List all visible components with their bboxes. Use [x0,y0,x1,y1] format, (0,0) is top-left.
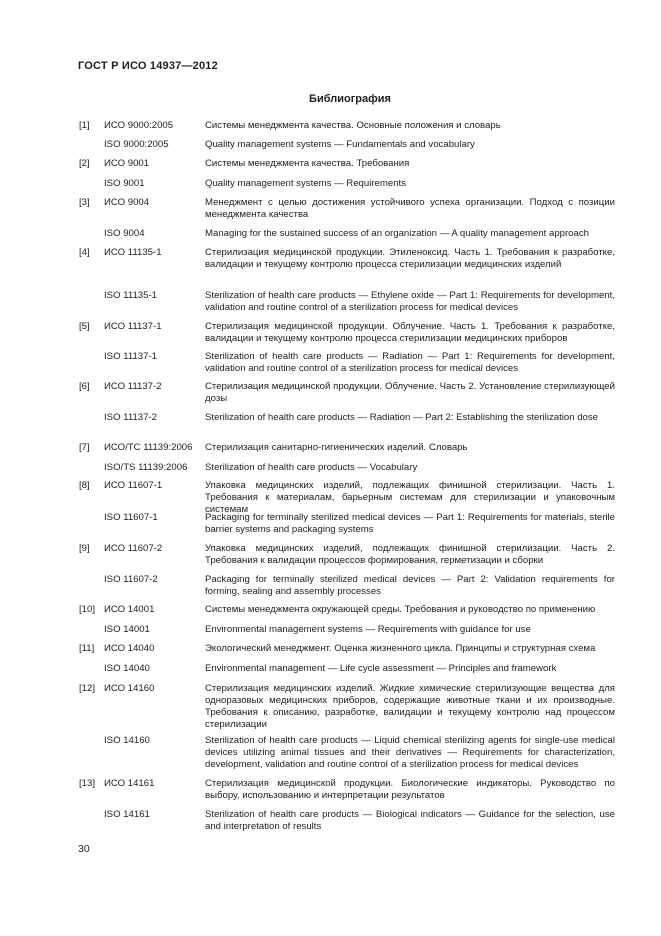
reference-title: Стерилизация медицинской продукции. Этиленоксид. Часть 1. Требования к разработке, валидации и текущему контролю процесса стерилизации медицинских изделий [205,247,615,270]
reference-number: [4] [79,247,90,258]
reference-number: [11] [79,643,95,654]
reference-title: Packaging for terminally sterilized medical devices — Part 2: Validation requirements for forming, sealing and assembly processes [205,574,615,597]
reference-title: Системы менеджмента качества. Требования [205,158,410,169]
reference-title: Packaging for terminally sterilized medical devices — Part 1: Requirements for materials, sterile barrier systems and packaging systems [205,512,615,535]
reference-title: Системы менеджмента окружающей среды. Требования и руководство по применению [205,604,596,615]
reference-title: Системы менеджмента качества. Основные положения и словарь [205,120,501,131]
reference-title: Sterilization of health care products — Biological indicators — Guidance for the selection, use and interpretation of results [205,809,615,832]
reference-title: Стерилизация медицинской продукции. Облучение. Часть 1. Требования к разработке, валидации и текущему контролю процесса стерилизации медицинских приборов [205,321,615,344]
reference-code: ИСО/ТС 11139:2006 [104,442,193,453]
reference-code: ISO 11137-2 [104,412,157,423]
reference-title: Стерилизация санитарно-гигиенических изделий. Словарь [205,442,468,453]
reference-number: [6] [79,381,90,392]
reference-number: [8] [79,480,90,491]
reference-code: ISO 11137-1 [104,351,157,362]
reference-code: ISO 9001 [104,178,145,189]
reference-title: Sterilization of health care products — Ethylene oxide — Part 1: Requirements for development, validation and routine control of a sterilization process for medical devices [205,290,615,313]
reference-title: Стерилизация медицинской продукции. Биологические индикаторы. Руководство по выбору, использованию и интерпретации результатов [205,778,615,801]
reference-title: Sterilization of health care products — Liquid chemical sterilizing agents for single-use medical devices utilizing animal tissues and their derivatives — Requirements for characterization, development, validation and routine control of a sterilization process for medical devices [205,735,615,770]
reference-code: ИСО 9000:2005 [104,120,174,131]
reference-code: ИСО 11607-1 [104,480,163,491]
reference-number: [12] [79,683,96,694]
reference-code: ISO/TS 11139:2006 [104,462,188,473]
reference-title: Экологический менеджмент. Оценка жизненного цикла. Принципы и структурная схема [205,643,596,654]
reference-title: Менеджмент с целью достижения устойчивого успеха организации. Подход с позиции менеджмента качества [205,197,615,220]
reference-number: [10] [79,604,96,615]
reference-title: Sterilization of health care products — Radiation — Part 2: Establishing the sterilization dose [205,412,599,423]
reference-code: ISO 9000:2005 [104,139,169,150]
reference-code: ISO 11607-2 [104,574,158,585]
reference-number: [5] [79,321,90,332]
page-header-standard: ГОСТ Р ИСО 14937—2012 [78,60,218,72]
reference-title: Стерилизация медицинских изделий. Жидкие химические стерилизующие вещества для одноразовых медицинских приборов, содержащие животные ткани и их производные. Требования к описанию, разработке, валидации и текущему контролю над процессом стерилизации [205,683,615,730]
reference-code: ИСО 11135-1 [104,247,162,258]
reference-code: ИСО 9001 [104,158,150,169]
page-number: 30 [78,843,90,855]
reference-number: [7] [79,442,90,453]
reference-code: ИСО 14161 [104,778,155,789]
reference-code: ИСО 11607-2 [104,543,163,554]
reference-code: ISO 11135-1 [104,290,157,301]
reference-title: Environmental management — Life cycle assessment — Principles and framework [205,663,557,674]
reference-code: ISO 11607-1 [104,512,158,523]
reference-number: [9] [79,543,90,554]
reference-code: ИСО 14160 [104,683,155,694]
reference-title: Sterilization of health care products — Vocabulary [205,462,418,473]
reference-title: Managing for the sustained success of an organization — A quality management approach [205,228,589,239]
reference-code: ИСО 11137-2 [104,381,162,392]
reference-number: [1] [79,120,90,131]
reference-code: ISO 14040 [104,663,150,674]
reference-code: ИСО 11137-1 [104,321,162,332]
reference-code: ISO 14001 [104,624,150,635]
reference-number: [3] [79,197,90,208]
reference-title: Sterilization of health care products — Radiation — Part 1: Requirements for development, validation and routine control of a sterilization process for medical devices [205,351,615,374]
reference-code: ИСО 14001 [104,604,155,615]
reference-title: Environmental management systems — Requirements with guidance for use [205,624,531,635]
reference-number: [2] [79,158,90,169]
reference-title: Упаковка медицинских изделий, подлежащих финишной стерилизации. Часть 2. Требования к валидации процессов формирования, герметизации и сборки [205,543,615,566]
reference-code: ИСО 9004 [104,197,150,208]
reference-code: ISO 14161 [104,809,150,820]
reference-title: Quality management systems — Requirements [205,178,407,189]
reference-code: ИСО 14040 [104,643,155,654]
reference-title: Quality management systems — Fundamentals and vocabulary [205,139,475,150]
reference-number: [13] [79,778,96,789]
reference-title: Упаковка медицинских изделий, подлежащих финишной стерилизации. Часть 1. Требования к материалам, барьерным системам для стерилизации и упаковочным системам [205,480,615,515]
bibliography-title: Библиография [309,93,391,105]
reference-code: ISO 14160 [104,735,150,746]
reference-title: Стерилизация медицинской продукции. Облучение. Часть 2. Установление стерилизующей дозы [205,381,615,404]
reference-code: ISO 9004 [104,228,145,239]
